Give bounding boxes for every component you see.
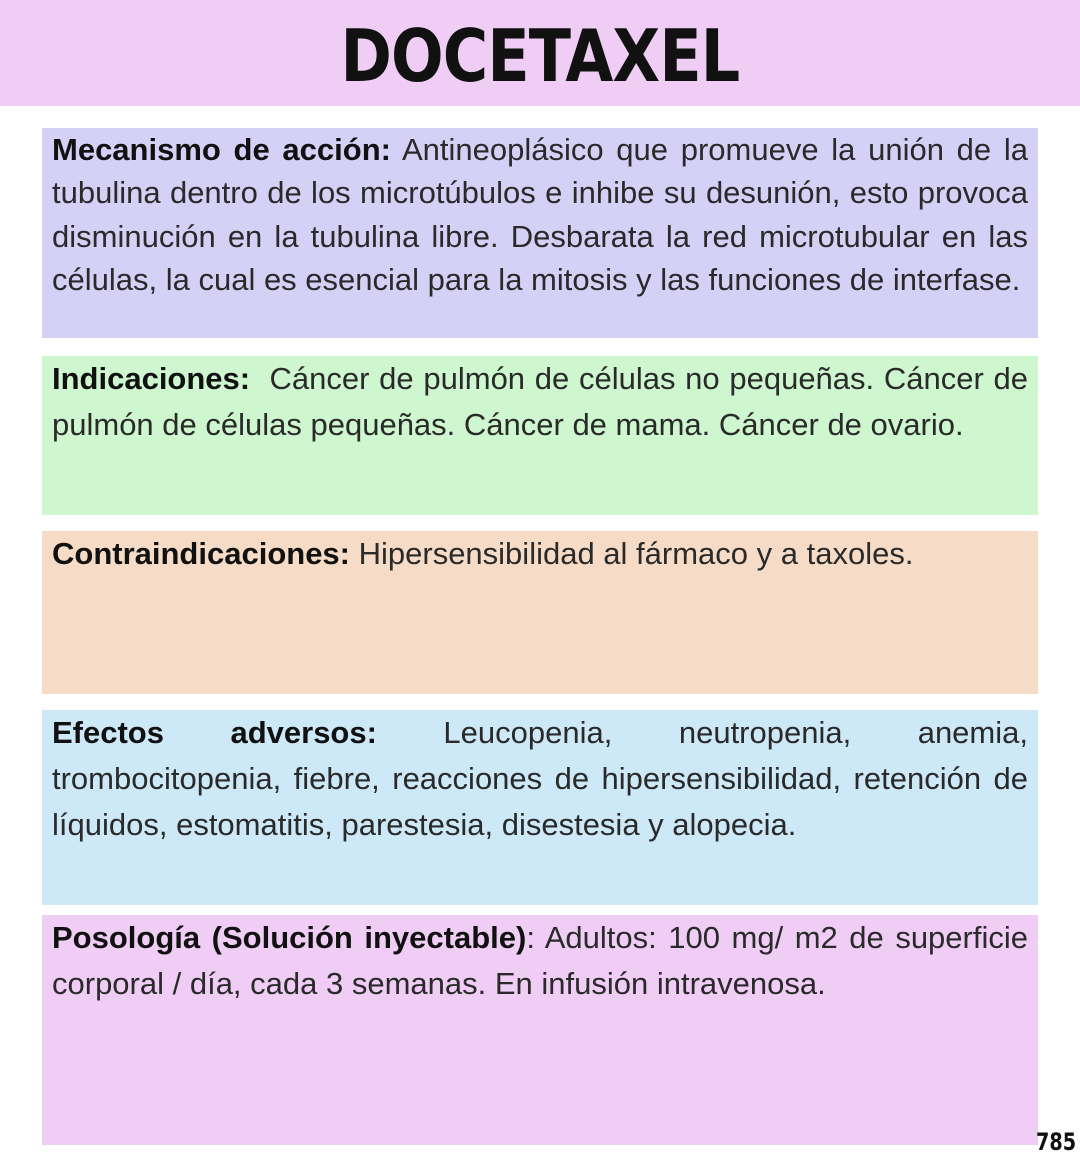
page-title: DOCETAXEL xyxy=(340,14,740,98)
section-indicaciones xyxy=(42,356,1038,515)
section-efectos-adversos xyxy=(42,710,1038,905)
section-efectos-text: Leucopenia, neutropenia, anemia, trombocitopenia, fiebre, reacciones de hipersensibilidad, retención de líquidos, estomatitis, parestesia, disestesia y alopecia. xyxy=(52,715,1028,842)
section-posologia xyxy=(42,915,1038,1145)
section-contraindicaciones xyxy=(42,531,1038,694)
title-banner xyxy=(0,0,1080,106)
section-posologia-paragraph xyxy=(52,915,1028,1007)
section-mecanismo-label: Mecanismo de acción: xyxy=(52,132,391,167)
section-indicaciones-paragraph xyxy=(52,356,1037,448)
section-indicaciones-text: Cáncer de pulmón de células no pequeñas. Cáncer de pulmón de células pequeñas. Cáncer de mama. Cáncer de ovario. xyxy=(52,361,1037,442)
page-number: 785 xyxy=(1035,1128,1076,1156)
section-efectos-label: Efectos adversos: xyxy=(52,715,377,750)
section-mecanismo xyxy=(42,128,1038,338)
section-mecanismo-paragraph xyxy=(52,128,1028,302)
section-contraindicaciones-text: Hipersensibilidad al fármaco y a taxoles. xyxy=(350,536,914,571)
section-indicaciones-label: Indicaciones: xyxy=(52,361,251,396)
section-contraindicaciones-label: Contraindicaciones: xyxy=(52,536,350,571)
section-contraindicaciones-paragraph xyxy=(52,531,1028,577)
section-efectos-paragraph xyxy=(52,710,1028,848)
section-posologia-label: Posología (Solución inyectable) xyxy=(52,920,527,955)
section-mecanismo-text: Antineoplásico que promueve la unión de la tubulina dentro de los microtúbulos e inhibe su desunión, esto provoca disminución en la tubulina libre. Desbarata la red microtubular en las células, la cual es esencial para la mitosis y las funciones de interfase. xyxy=(52,132,1028,298)
section-posologia-text: : Adultos: 100 mg/ m2 de superficie corporal / día, cada 3 semanas. En infusión intravenosa. xyxy=(52,920,1028,1001)
